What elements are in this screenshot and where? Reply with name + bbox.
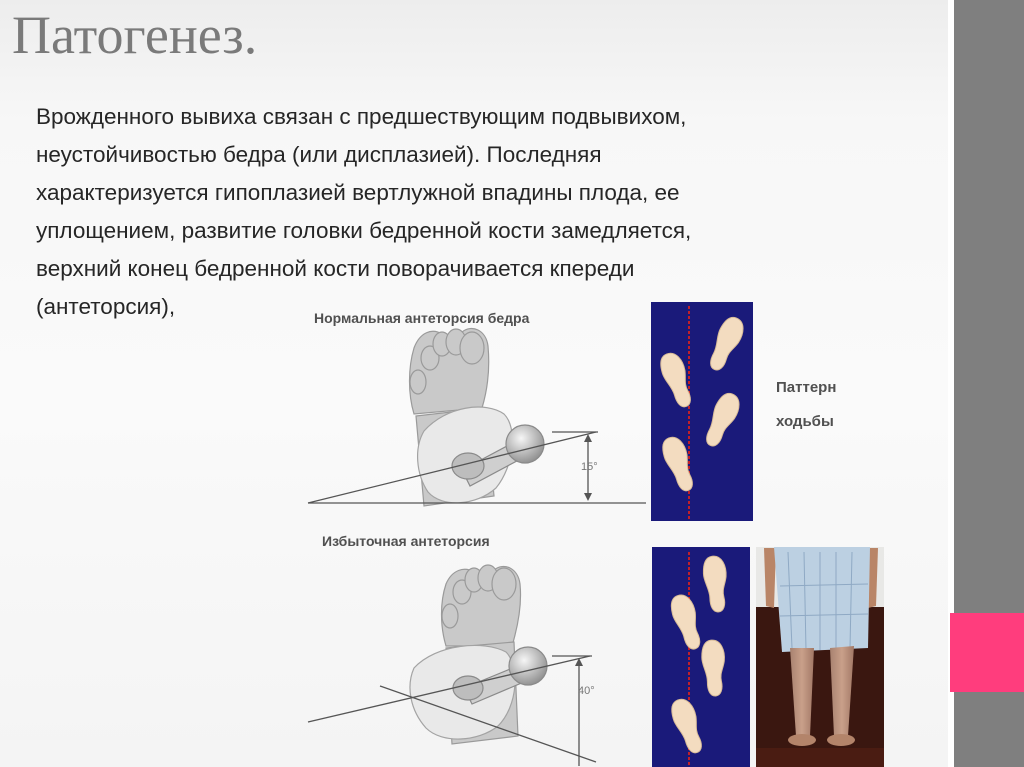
gait-label-line2: ходьбы — [776, 413, 834, 430]
slide-body-text — [36, 98, 896, 326]
child-photo — [756, 547, 884, 767]
anteversion-figure — [296, 296, 894, 767]
normal-angle-label: 15° — [581, 461, 598, 473]
normal-anteversion-label: Нормальная антеторсия бедра — [314, 310, 530, 326]
excess-anteversion-label: Избыточная антеторсия — [322, 533, 490, 549]
accent-block — [950, 613, 1024, 692]
excess-angle-label: 40° — [578, 685, 595, 697]
gait-label-line1: Паттерн — [776, 379, 837, 396]
body-line: (антеторсия), — [36, 294, 176, 319]
gait-panel-normal — [651, 302, 753, 521]
slide-title: Патогенез. — [12, 5, 258, 65]
body-line: уплощением, развитие головки бедренной кости замедляется, — [36, 218, 692, 243]
gait-panel-excess — [652, 547, 750, 767]
body-line: Врожденного вывиха связан с предшествующим подвывихом, — [36, 104, 687, 129]
excess-anteversion-diagram — [308, 533, 596, 766]
body-line: неустойчивостью бедра (или дисплазией). Последняя — [36, 142, 602, 167]
normal-anteversion-diagram — [308, 310, 646, 506]
body-line: характеризуется гипоплазией вертлужной впадины плода, ее — [36, 180, 680, 205]
body-line: верхний конец бедренной кости поворачивается кпереди — [36, 256, 635, 281]
